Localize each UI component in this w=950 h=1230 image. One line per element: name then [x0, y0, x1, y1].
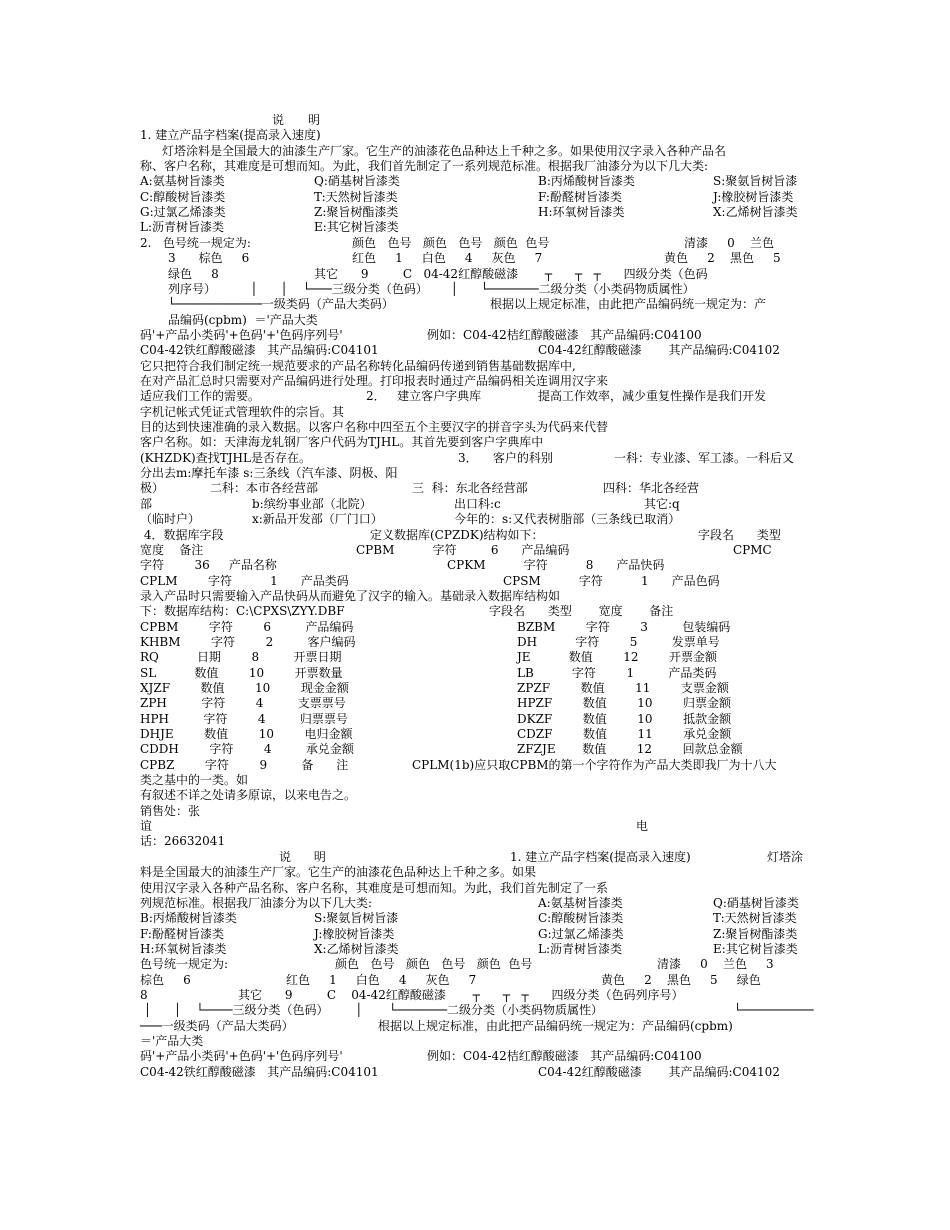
- text-line-4-seg-1: Q:硝基树旨漆类: [314, 174, 400, 189]
- text-line-39-seg-0: HPH 字符 4 归票票号: [140, 711, 348, 726]
- text-line-25-seg-0: 部: [140, 496, 153, 511]
- text-line-27-seg-2: 字段名 类型: [698, 527, 781, 542]
- text-line-40-seg-0: DHJE 数值 10 电归金额: [140, 727, 353, 741]
- text-line-6-seg-1: Z:聚旨树酯漆类: [314, 205, 399, 220]
- text-line-37-seg-0: XJZF 数值 10 现金金额: [140, 680, 349, 695]
- text-line-9-seg-1: 红色 1 白色 4 灰色 7: [352, 251, 543, 266]
- text-line-14-seg-1: 例如：C04-42桔红醇酸磁漆 其产品编码:C04100: [427, 327, 702, 342]
- text-line-25-seg-1: b:缤纷事业部（北院）: [252, 496, 372, 511]
- text-line-34-seg-0: KHBM 字符 2 客户编码: [140, 634, 356, 649]
- text-line-42-seg-1: CPLM(1b)应只取CPBM的第一个字符作为产品大类即我厂为十八大: [412, 757, 777, 772]
- text-line-24-seg-1: 二科：本市各经营部: [210, 481, 319, 496]
- text-line-0-seg-0: 说 明: [272, 113, 321, 127]
- text-line-22-seg-2: 一科：专业漆、军工漆。一科后又: [614, 450, 795, 465]
- text-line-56-seg-0: 棕色 6: [140, 972, 191, 987]
- text-line-48-seg-2: 灯塔涂: [767, 849, 804, 864]
- text-line-38-seg-0: ZPH 字符 4 支票票号: [140, 696, 346, 711]
- text-line-5-seg-3: J:橡胶树旨漆类: [713, 189, 794, 204]
- text-line-57-seg-0: 8: [140, 987, 148, 1002]
- text-line-21-seg-0: 客户名称。如：天津海龙轧钢厂客户代码为TJHL。其首先要到客户字典库中: [140, 435, 544, 450]
- text-line-14-seg-0: 码'+产品小类码'+色码'+'色码序列号': [140, 327, 343, 342]
- text-line-11-seg-0: 列序号） │ │ └───三级分类（色码） │ └───────二级分类（小类码物质属性）: [168, 281, 695, 296]
- text-line-53-seg-0: F:酚醛树旨漆类: [140, 926, 224, 941]
- text-line-2-seg-0: 灯塔涂料是全国最大的油漆生产厂家。它生产的油漆花色品种达上千种之多。如果使用汉字录入各种产品名: [162, 143, 727, 158]
- text-line-42-seg-0: CPBZ 字符 9 备 注: [140, 757, 349, 772]
- text-line-31-seg-0: 录入产品时只需要输入产品快码从而避免了汉字的输入。基础录入数据库结构如: [140, 588, 561, 603]
- text-line-12-seg-0: └────────────一级类码（产品大类码）: [168, 297, 394, 312]
- text-line-7-seg-0: L:沥青树旨漆类: [140, 220, 225, 235]
- text-line-59-seg-0: ───一级类码（产品大类码）: [140, 1018, 294, 1033]
- text-line-16-seg-0: 它只把符合我们制定统一规范要求的产品名称转化品编码传递到销售基础数据库中,: [140, 358, 576, 373]
- text-line-52-seg-2: C:醇酸树旨漆类: [538, 911, 624, 926]
- text-line-55-seg-1: 颜色 色号 颜色 色号 颜色 色号: [335, 957, 533, 972]
- text-line-44-seg-0: 有叙述不详之处请多原谅，以来电告之。: [140, 788, 357, 803]
- text-line-10-seg-0: 绿色 8: [168, 266, 219, 281]
- text-line-28-seg-2: CPMC: [733, 542, 772, 557]
- text-line-25-seg-3: 其它:q: [644, 496, 680, 511]
- text-line-61-seg-0: 码'+产品小类码'+色码'+'色码序列号': [140, 1049, 343, 1064]
- text-line-45-seg-0: 销售处：张: [140, 803, 201, 818]
- text-line-53-seg-1: J:橡胶树旨漆类: [314, 926, 395, 941]
- text-line-6-seg-2: H:环氧树旨漆类: [538, 205, 625, 220]
- text-line-32-seg-1: 字段名 类型 宽度 备注: [489, 604, 674, 619]
- text-line-34-seg-1: DH 字符 5 发票单号: [517, 634, 720, 649]
- text-line-7-seg-1: E:其它树旨漆类: [314, 220, 399, 235]
- text-line-57-seg-1: 其它 9 C 04-42红醇酸磁漆 ┬ ┬ ┬ 四级分类（色码列序号）: [238, 987, 684, 1002]
- text-line-15-seg-0: C04-42铁红醇酸磁漆 其产品编码:C04101: [140, 343, 379, 358]
- text-line-24-seg-0: 极）: [140, 481, 165, 496]
- text-line-26-seg-2: 今年的：s:又代表树脂部（三条线已取消）: [454, 512, 681, 527]
- text-line-53-seg-2: G:过氯乙烯漆类: [538, 926, 624, 941]
- text-line-8-seg-2: 清漆 0 兰色: [684, 235, 774, 250]
- text-line-36-seg-0: SL 数值 10 开票数量: [140, 665, 343, 680]
- text-line-18-seg-1: 2． 建立客户字典库: [366, 389, 482, 404]
- text-line-23-seg-0: 分出去m:摩托车漆 s:三条线（汽车漆、阴极、阳: [140, 466, 398, 481]
- text-line-41-seg-1: ZFZJE 数值 12 回款总金额: [517, 742, 743, 757]
- text-line-49-seg-0: 料是全国最大的油漆生产厂家。它生产的油漆花色品种达上千种之多。如果: [140, 865, 537, 880]
- text-line-39-seg-1: DKZF 数值 10 抵款金额: [517, 711, 732, 726]
- text-line-5-seg-2: F:酚醛树旨漆类: [538, 189, 622, 204]
- text-line-6-seg-3: X:乙烯树旨漆类: [713, 205, 798, 220]
- text-line-55-seg-0: 色号统一规定为:: [140, 957, 229, 972]
- text-line-43-seg-0: 类之基中的一类。如: [140, 773, 249, 787]
- text-line-27-seg-0: 4．数据库字段: [140, 527, 224, 542]
- text-line-28-seg-1: CPBM 字符 6 产品编码: [356, 542, 570, 557]
- text-line-3-seg-0: 称、客户名称，其难度是可想而知。为此，我们首先制定了一系列规范标准。根据我厂油漆分为以下几大类:: [140, 159, 709, 174]
- text-line-30-seg-1: CPSM 字符 1 产品色码: [503, 573, 720, 588]
- text-line-13-seg-0: 品编码(cpbm) ＝'产品大类: [168, 312, 318, 327]
- text-line-41-seg-0: CDDH 字符 4 承兑金额: [140, 742, 354, 757]
- text-line-54-seg-0: H:环氧树旨漆类: [140, 941, 227, 956]
- text-line-59-seg-1: 根据以上规定标准，由此把产品编码统一规定为：产品编码(cpbm): [378, 1018, 733, 1033]
- text-line-32-seg-0: 下：数据库结构：C:\CPXS\ZYY.DBF: [140, 604, 345, 619]
- text-line-56-seg-2: 黄色 2 黑色 5 绿色: [601, 972, 761, 987]
- text-line-48-seg-0: 说 明: [279, 849, 326, 864]
- text-line-36-seg-1: LB 字符 1 产品类码: [517, 665, 717, 680]
- text-line-35-seg-1: JE 数值 12 开票金额: [517, 650, 718, 665]
- text-line-24-seg-2: 三 科：东北各经营部: [412, 481, 528, 496]
- text-line-33-seg-1: BZBM 字符 3 包装编码: [517, 619, 731, 634]
- text-line-12-seg-1: 根据以上规定标准，由此把产品编码统一规定为：产: [490, 297, 767, 312]
- text-line-52-seg-0: B:丙烯酸树旨漆类: [140, 911, 237, 926]
- text-line-18-seg-2: 提高工作效率，减少重复性操作是我们开发: [538, 389, 767, 404]
- text-line-4-seg-3: S:聚氨旨树旨漆: [713, 174, 798, 189]
- text-line-62-seg-0: C04-42铁红醇酸磁漆 其产品编码:C04101: [140, 1064, 379, 1079]
- text-line-33-seg-0: CPBM 字符 6 产品编码: [140, 619, 354, 634]
- text-line-28-seg-0: 宽度 备注: [140, 542, 204, 557]
- text-line-8-seg-0: 2. 色号统一规定为:: [140, 235, 251, 250]
- text-line-19-seg-0: 字机记帐式凭证式管理软件的宗旨。其: [140, 404, 345, 419]
- text-line-4-seg-0: A:氨基树旨漆类: [140, 174, 225, 189]
- text-line-47-seg-0: 话：26632041: [140, 834, 226, 849]
- text-line-37-seg-1: ZPZF 数值 11 支票金额: [517, 680, 729, 695]
- text-line-29-seg-1: CPKM 字符 8 产品快码: [447, 558, 665, 573]
- text-line-56-seg-1: 红色 1 白色 4 灰色 7: [286, 972, 477, 987]
- text-line-46-seg-1: 电: [636, 819, 649, 834]
- text-line-53-seg-3: Z:聚旨树酯漆类: [713, 926, 798, 941]
- text-line-20-seg-0: 目的达到快速准确的录入数据。以客户名称中四至五个主要汉字的拼音字头为代码来代替: [140, 420, 609, 434]
- text-line-4-seg-2: B:丙烯酸树旨漆类: [538, 174, 635, 189]
- text-line-38-seg-1: HPZF 数值 10 归票金额: [517, 696, 732, 711]
- text-line-51-seg-1: A:氨基树旨漆类: [538, 895, 623, 910]
- text-line-8-seg-1: 颜色 色号 颜色 色号 颜色 色号: [352, 235, 550, 250]
- text-line-54-seg-2: L:沥青树旨漆类: [538, 941, 623, 956]
- text-line-22-seg-1: 3． 客户的科别: [458, 450, 553, 465]
- text-line-35-seg-0: RQ 日期 8 开票日期: [140, 650, 342, 665]
- text-line-60-seg-0: ＝'产品大类: [140, 1034, 204, 1048]
- text-line-52-seg-3: T:天然树旨漆类: [713, 911, 797, 926]
- text-line-52-seg-1: S:聚氨旨树旨漆: [314, 911, 399, 926]
- text-line-18-seg-0: 适应我们工作的需要。: [140, 389, 261, 404]
- text-line-9-seg-2: 黄色 2 黑色 5: [664, 251, 781, 266]
- text-line-48-seg-1: 1. 建立产品字档案(提高录入速度): [510, 849, 691, 864]
- text-line-30-seg-0: CPLM 字符 1 产品类码: [140, 573, 349, 588]
- text-line-10-seg-1: 其它 9 C 04-42红醇酸磁漆 ┬ ┬ ┬ 四级分类（色码: [314, 266, 708, 281]
- text-line-22-seg-0: (KHZDK)查找TJHL是否存在。: [140, 450, 311, 465]
- text-line-27-seg-1: 定义数据库(CPZDK)结构如下：: [370, 527, 544, 542]
- text-line-54-seg-1: X:乙烯树旨漆类: [314, 941, 399, 956]
- text-line-6-seg-0: G:过氯乙烯漆类: [140, 205, 226, 220]
- text-line-25-seg-2: 出口科:c: [454, 496, 501, 511]
- text-line-24-seg-3: 四科：华北各经营: [603, 481, 700, 496]
- text-line-5-seg-1: T:天然树旨漆类: [314, 189, 398, 204]
- text-line-51-seg-0: 列规范标准。根据我厂油漆分为以下几大类:: [140, 895, 373, 910]
- text-line-26-seg-1: x:新品开发部（厂门口）: [252, 512, 383, 527]
- text-line-55-seg-2: 清漆 0 兰色 3: [657, 957, 774, 972]
- text-line-15-seg-1: C04-42红醇酸磁漆 其产品编码:C04102: [538, 343, 780, 358]
- text-line-50-seg-0: 使用汉字录入各种产品名称、客户名称，其难度是可想而知。为此，我们首先制定了一系: [140, 880, 609, 895]
- text-line-40-seg-1: CDZF 数值 11 承兑金额: [517, 727, 732, 741]
- text-line-17-seg-0: 在对产品汇总时只需要对产品编码进行处理。打印报表时通过产品编码相关连调用汉字来: [140, 373, 609, 388]
- text-line-61-seg-1: 例如：C04-42桔红醇酸磁漆 其产品编码:C04100: [427, 1049, 702, 1064]
- text-line-51-seg-2: Q:硝基树旨漆类: [713, 895, 799, 910]
- text-line-54-seg-3: E:其它树旨漆类: [713, 941, 798, 956]
- text-line-58-seg-1: └──────────: [734, 1003, 814, 1018]
- text-line-62-seg-1: C04-42红醇酸磁漆 其产品编码:C04102: [538, 1064, 780, 1079]
- text-line-1-seg-0: 1. 建立产品字档案(提高录入速度): [140, 128, 321, 143]
- text-line-9-seg-0: 3 棕色 6: [168, 251, 250, 266]
- text-line-58-seg-0: │ │ └────三级分类（色码） │ └───────二级分类（小类码物质属性）: [140, 1003, 603, 1018]
- text-line-26-seg-0: （临时户）: [140, 512, 201, 527]
- text-line-46-seg-0: 谊: [140, 819, 153, 834]
- text-line-29-seg-0: 字符 36 产品名称: [140, 558, 277, 573]
- text-line-5-seg-0: C:醇酸树旨漆类: [140, 189, 226, 204]
